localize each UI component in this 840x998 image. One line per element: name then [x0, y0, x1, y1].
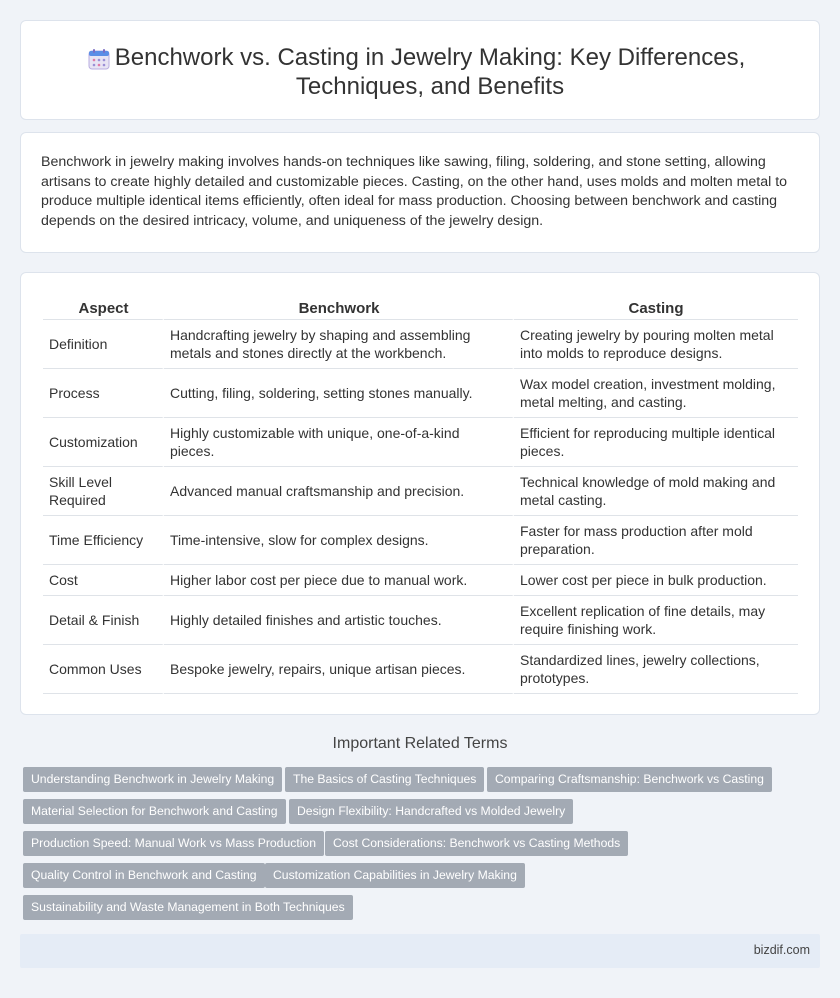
table-row: [43, 466, 798, 515]
cell-casting: Lower cost per piece in bulk production.: [514, 564, 798, 595]
cell-benchwork: Handcrafting jewelry by shaping and assembling metals and stones directly at the workbench.: [164, 319, 514, 368]
table-row: [43, 319, 798, 368]
cell-benchwork: Higher labor cost per piece due to manual work.: [164, 564, 514, 595]
cell-aspect: Customization: [43, 417, 164, 466]
cell-aspect: Time Efficiency: [43, 515, 164, 564]
header-aspect: Aspect: [78, 300, 129, 317]
cell-casting: Excellent replication of fine details, may require finishing work.: [514, 595, 798, 644]
table-row: [43, 368, 798, 417]
header-benchwork: Benchwork: [298, 300, 380, 317]
related-term-tag[interactable]: Sustainability and Waste Management in Both Techniques: [23, 895, 353, 920]
comparison-table: [43, 295, 798, 694]
intro-card: [20, 132, 820, 253]
cell-benchwork: Highly customizable with unique, one-of-a-kind pieces.: [164, 417, 514, 466]
cell-casting: Wax model creation, investment molding, metal melting, and casting.: [514, 368, 798, 417]
table-row: [43, 595, 798, 644]
table-row: [43, 515, 798, 564]
cell-aspect: Cost: [43, 564, 164, 595]
cell-benchwork: Advanced manual craftsmanship and precision.: [164, 466, 514, 515]
cell-aspect: Process: [43, 368, 164, 417]
related-term-tag[interactable]: Customization Capabilities in Jewelry Making: [265, 863, 525, 888]
cell-aspect: Detail & Finish: [43, 595, 164, 644]
header-card: [20, 20, 820, 120]
cell-aspect: Common Uses: [43, 644, 164, 694]
related-term-tag[interactable]: Quality Control in Benchwork and Casting: [23, 863, 265, 888]
cell-casting: Faster for mass production after mold preparation.: [514, 515, 798, 564]
cell-benchwork: Bespoke jewelry, repairs, unique artisan pieces.: [164, 644, 514, 694]
table-row: [43, 417, 798, 466]
related-term-tag[interactable]: Design Flexibility: Handcrafted vs Molded Jewelry: [289, 799, 573, 824]
cell-benchwork: Highly detailed finishes and artistic touches.: [164, 595, 514, 644]
cell-casting: Technical knowledge of mold making and metal casting.: [514, 466, 798, 515]
cell-casting: Standardized lines, jewelry collections, prototypes.: [514, 644, 798, 694]
related-term-tag[interactable]: Understanding Benchwork in Jewelry Making: [23, 767, 282, 792]
footer-site: bizdif.com: [753, 943, 810, 957]
table-row: [43, 644, 798, 694]
cell-benchwork: Cutting, filing, soldering, setting stones manually.: [164, 368, 514, 417]
footer: [20, 934, 820, 968]
cell-aspect: Skill Level Required: [43, 466, 164, 515]
page-title: Benchwork vs. Casting in Jewelry Making: Key Differences, Techniques, and Benefits: [114, 44, 746, 100]
related-term-tag[interactable]: Comparing Craftsmanship: Benchwork vs Casting: [487, 767, 772, 792]
related-terms-heading: Important Related Terms: [332, 735, 508, 752]
cell-benchwork: Time-intensive, slow for complex designs.: [164, 515, 514, 564]
related-term-tag[interactable]: Cost Considerations: Benchwork vs Casting Methods: [325, 831, 628, 856]
comparison-table-card: [20, 272, 820, 715]
intro-paragraph: Benchwork in jewelry making involves hands-on techniques like sawing, filing, soldering, and stone setting, allowing artisans to create highly detailed and customizable pieces. Casting, on the other hand, uses molds and molten metal to produce multiple identical items efficiently, often ideal for mass production. Choosing between benchwork and casting depends on the desired intricacy, volume, and uniqueness of the jewelry design.: [41, 154, 788, 229]
cell-aspect: Definition: [43, 319, 164, 368]
related-term-tag[interactable]: Production Speed: Manual Work vs Mass Production: [23, 831, 324, 856]
table-header-row: [43, 295, 798, 319]
table-row: [43, 564, 798, 595]
header-casting: Casting: [628, 300, 684, 317]
related-term-tag[interactable]: The Basics of Casting Techniques: [285, 767, 484, 792]
cell-casting: Efficient for reproducing multiple identical pieces.: [514, 417, 798, 466]
related-term-tag[interactable]: Material Selection for Benchwork and Casting: [23, 799, 286, 824]
cell-casting: Creating jewelry by pouring molten metal into molds to reproduce designs.: [514, 319, 798, 368]
